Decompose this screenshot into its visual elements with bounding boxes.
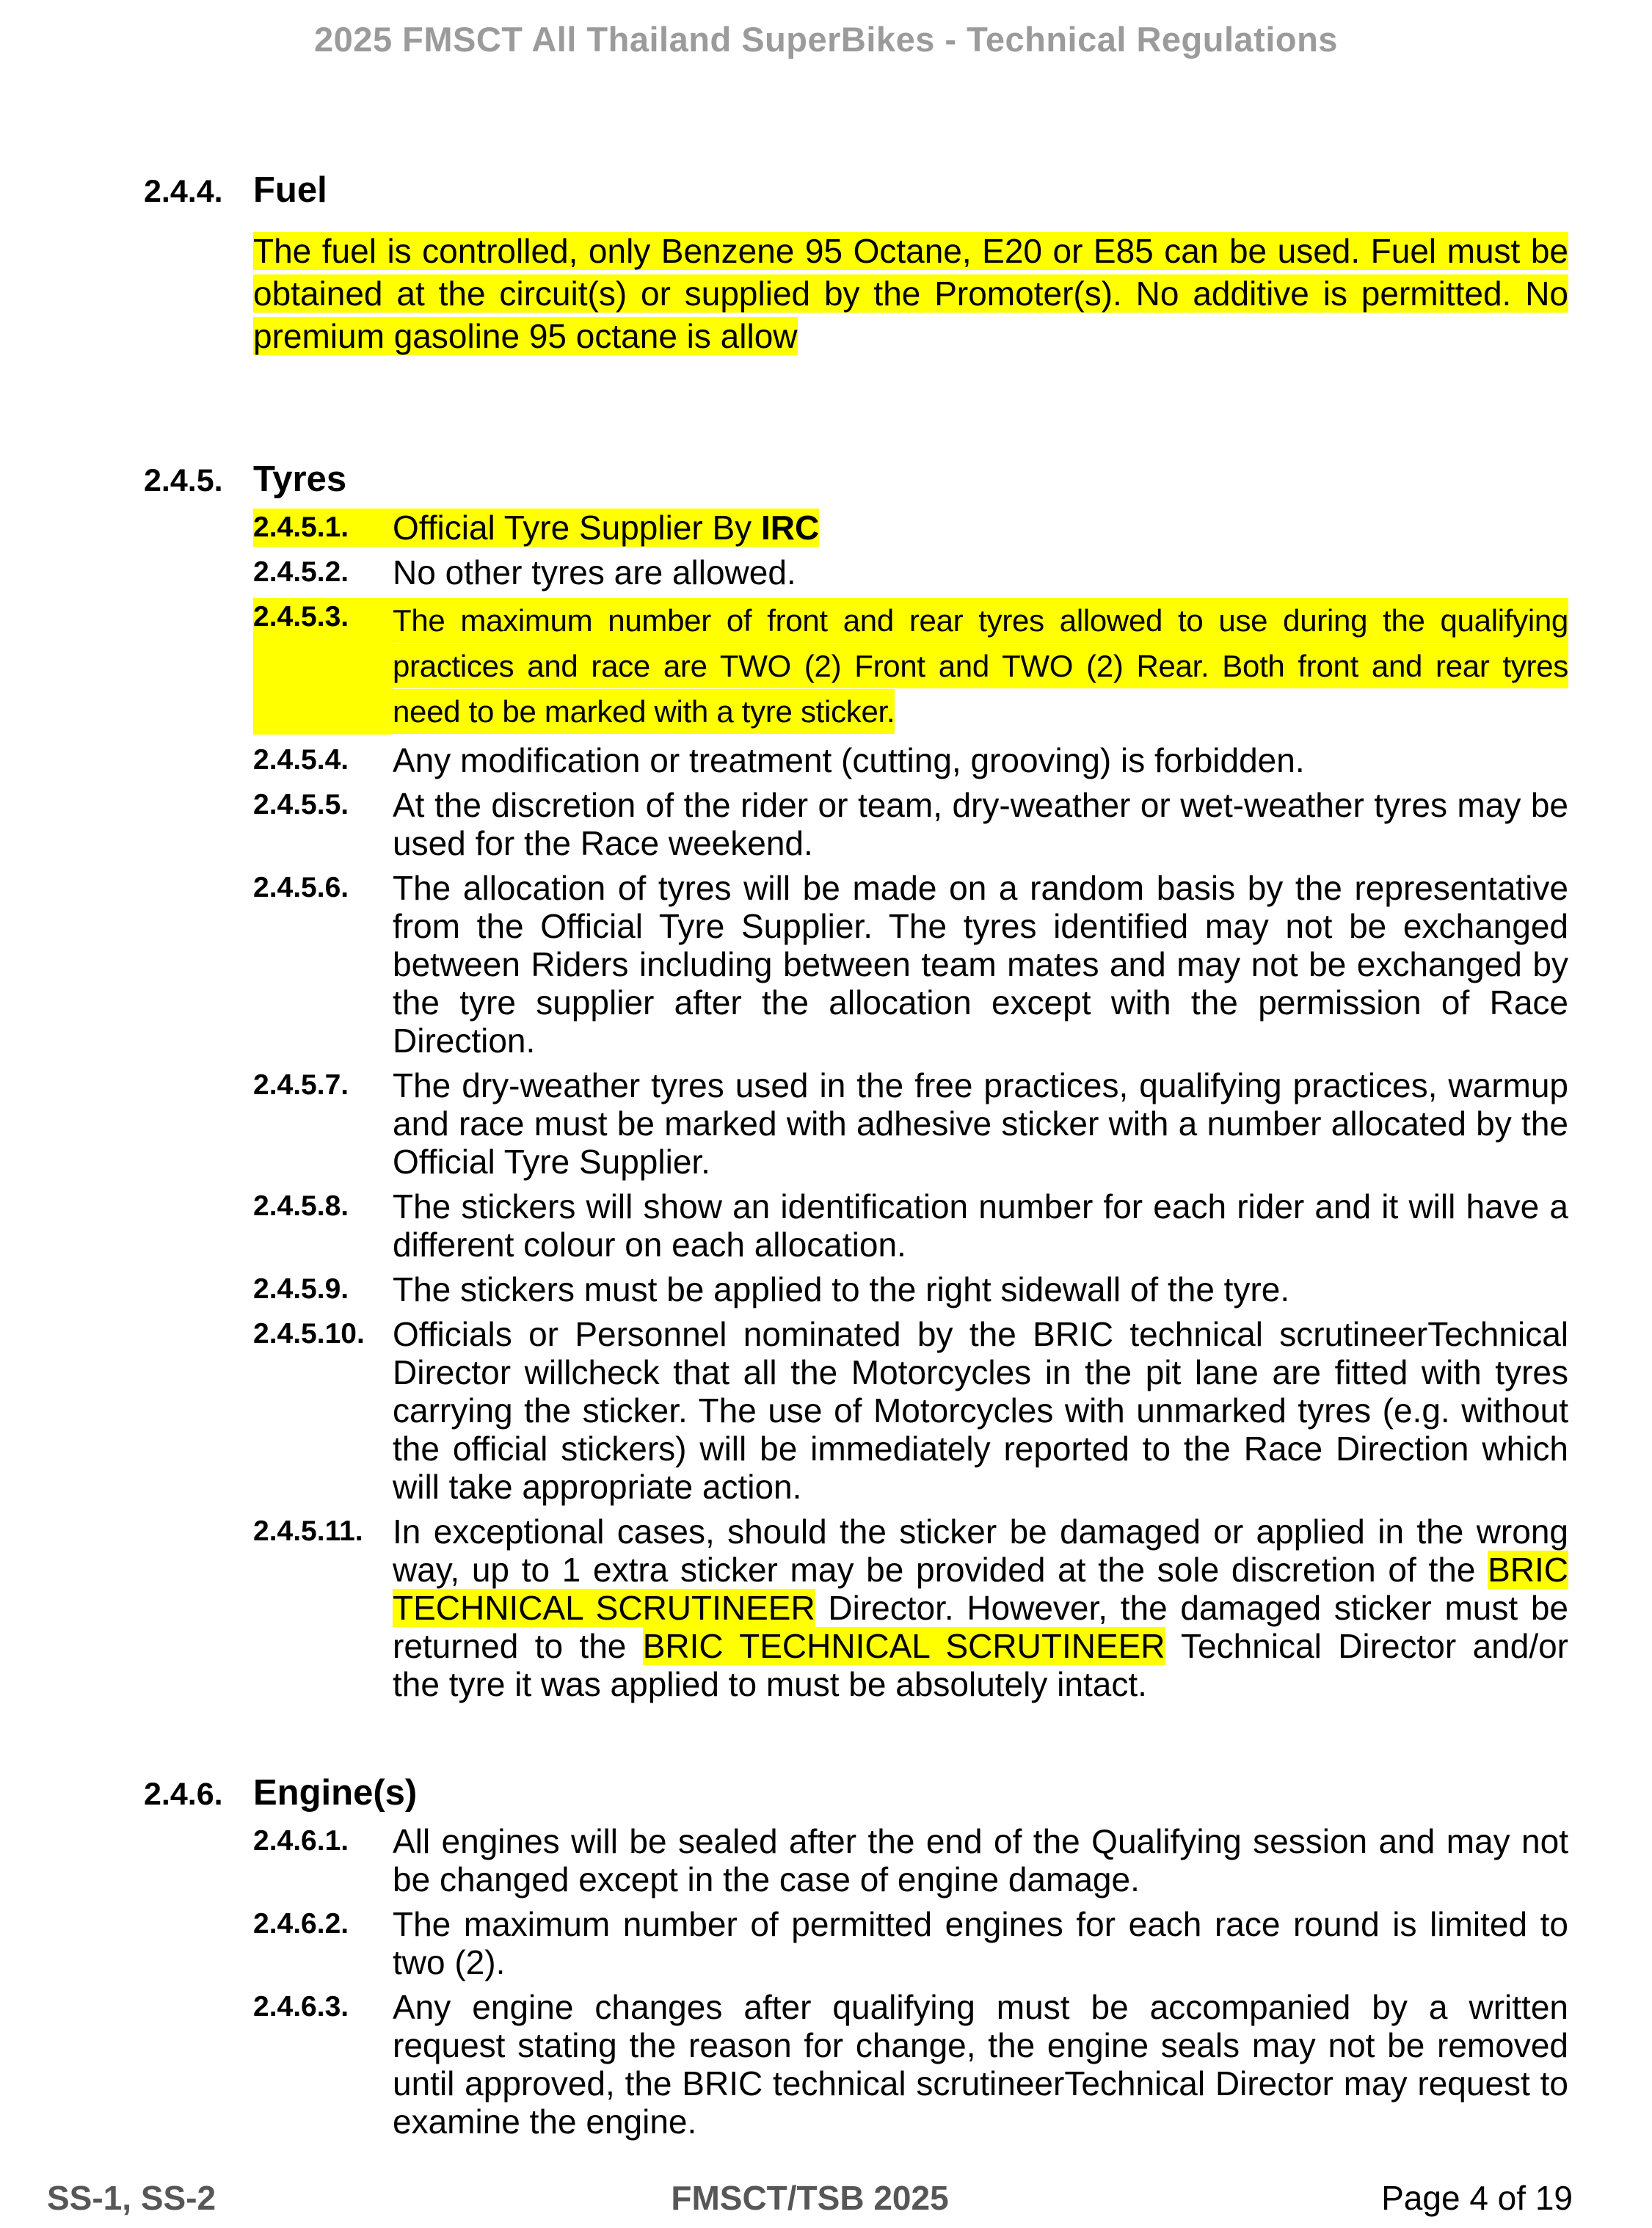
page-title: 2025 FMSCT All Thailand SuperBikes - Technical Regulations <box>314 20 1338 59</box>
item-text: The maximum number of permitted engines for each race round is limited to two (2). <box>393 1905 1568 1981</box>
item-text: All engines will be sealed after the end of the Qualifying session and may not be changed except in the case of engine damage. <box>393 1822 1568 1898</box>
item-number: 2.4.5.10. <box>253 1318 365 1350</box>
item-text: Any modification or treatment (cutting, grooving) is forbidden. <box>393 741 1305 779</box>
footer-page-number: Page 4 of 19 <box>1381 2179 1573 2217</box>
item-text: The stickers must be applied to the right sidewall of the tyre. <box>393 1270 1290 1308</box>
item-text: The stickers will show an identification number for each rider and it will have a different colour on each allocation. <box>393 1187 1568 1264</box>
section-number: 2.4.5. <box>144 463 223 498</box>
section-number: 2.4.6. <box>144 1777 223 1812</box>
section-engines <box>144 1772 1568 2141</box>
reg-item <box>144 1988 1568 2141</box>
section-number: 2.4.4. <box>144 174 223 209</box>
item-text: Officials or Personnel nominated by the BRIC technical scrutineerTechnical Director willcheck that all the Motorcycles in the pit lane are fitted with tyres carrying the sticker. The use of Motorcycles with unmarked tyres (e.g. without the official stickers) will be immediately reported to the Race Direction which will take appropriate action. <box>393 1315 1568 1506</box>
section-heading <box>144 1772 1568 1813</box>
reg-item <box>144 509 1568 547</box>
section-heading <box>144 170 1568 211</box>
page-footer <box>47 2178 1573 2218</box>
item-number: 2.4.5.5. <box>253 789 349 820</box>
reg-item <box>144 1066 1568 1181</box>
reg-item <box>144 1512 1568 1703</box>
reg-item <box>144 553 1568 591</box>
engine-items <box>144 1822 1568 2141</box>
reg-item <box>144 1270 1568 1308</box>
item-text: Official Tyre Supplier By IRC <box>393 509 820 547</box>
item-number: 2.4.5.11. <box>253 1515 363 1547</box>
item-text: The dry-weather tyres used in the free practices, qualifying practices, warmup and race must be marked with adhesive sticker with a number allocated by the Official Tyre Supplier. <box>393 1066 1568 1181</box>
item-text: In exceptional cases, should the sticker be damaged or applied in the wrong way, up to 1 extra sticker may be provided at the sole discretion of the BRIC TECHNICAL SCRUTINEER Director. However, the damaged sticker must be returned to the BRIC TECHNICAL SCRUTINEER Technical Director and/or the tyre it was applied to must be absolutely intact. <box>393 1512 1568 1703</box>
item-number: 2.4.5.2. <box>253 556 349 588</box>
reg-item <box>144 786 1568 862</box>
footer-class-codes: SS-1, SS-2 <box>47 2179 216 2217</box>
reg-item <box>144 869 1568 1060</box>
item-number: 2.4.5.3. <box>253 598 393 735</box>
footer-doc-code: FMSCT/TSB 2025 <box>671 2179 949 2217</box>
item-number: 2.4.5.6. <box>253 872 349 903</box>
item-number: 2.4.5.1. <box>253 509 393 547</box>
reg-item <box>144 741 1568 779</box>
page-content <box>0 170 1652 2141</box>
item-text: The maximum number of front and rear tyres allowed to use during the qualifying practices and race are TWO (2) Front and TWO (2) Rear. Both front and rear tyres need to be marked with a tyre sticker. <box>393 598 1568 735</box>
item-text: The allocation of tyres will be made on a random basis by the representative from the Official Tyre Supplier. The tyres identified may not be exchanged between Riders including between team mates and may not be exchanged by the tyre supplier after the allocation except with the permission of Race Direction. <box>393 869 1568 1060</box>
reg-item <box>144 598 1568 735</box>
reg-item <box>144 1905 1568 1981</box>
reg-item <box>144 1822 1568 1898</box>
item-number: 2.4.6.2. <box>253 1908 349 1940</box>
reg-item <box>144 1187 1568 1264</box>
section-title: Tyres <box>253 459 347 499</box>
item-number: 2.4.5.8. <box>253 1190 349 1222</box>
item-number: 2.4.6.1. <box>253 1825 349 1857</box>
section-title: Engine(s) <box>253 1773 418 1813</box>
item-text: No other tyres are allowed. <box>393 553 796 591</box>
item-number: 2.4.5.7. <box>253 1069 349 1101</box>
item-text: Any engine changes after qualifying must be accompanied by a written request stating the reason for change, the engine seals may not be removed until approved, the BRIC technical scrutineerTechnical Director may request to examine the engine. <box>393 1988 1568 2141</box>
section-fuel <box>144 170 1568 357</box>
item-number: 2.4.5.9. <box>253 1273 349 1305</box>
section-heading <box>144 459 1568 500</box>
tyres-items <box>144 509 1568 1703</box>
item-text: At the discretion of the rider or team, dry-weather or wet-weather tyres may be used for the Race weekend. <box>393 786 1568 862</box>
reg-item <box>144 1315 1568 1506</box>
section-tyres <box>144 459 1568 1703</box>
section-title: Fuel <box>253 170 327 210</box>
item-number: 2.4.5.4. <box>253 744 349 776</box>
fuel-paragraph: The fuel is controlled, only Benzene 95 Octane, E20 or E85 can be used. Fuel must be obtained at the circuit(s) or supplied by the Promoter(s). No additive is permitted. No premium gasoline 95 octane is allow <box>253 232 1568 355</box>
item-number: 2.4.6.3. <box>253 1991 349 2023</box>
